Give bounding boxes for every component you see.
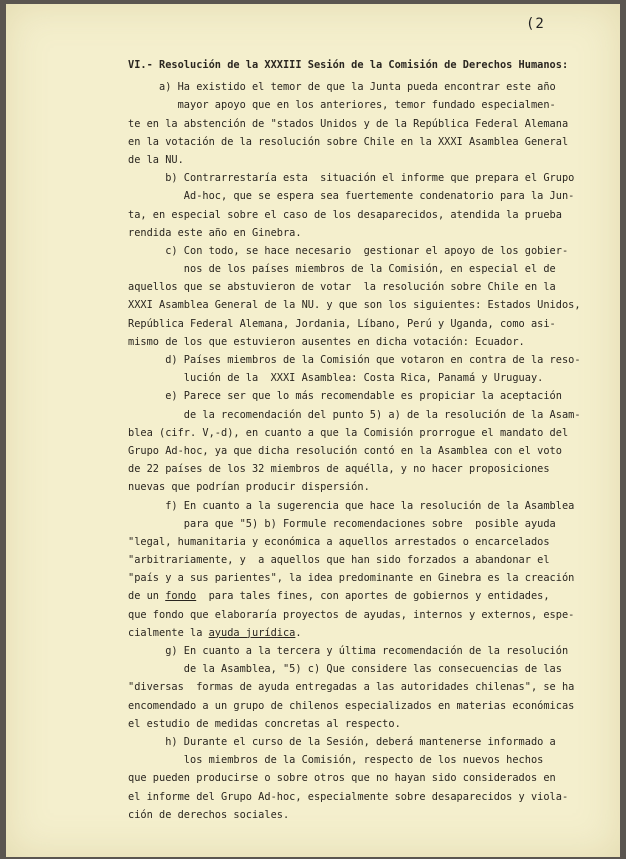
paragraph-g-line: encomendado a un grupo de chilenos especializados en materias económicas (128, 699, 575, 712)
paragraph-c-line: XXXI Asamblea General de la NU. y que son los siguientes: Estados Unidos, (128, 299, 581, 312)
paragraph-e-line: Grupo Ad-hoc, ya que dicha resolución contó en la Asamblea con el voto (128, 444, 562, 457)
paragraph-d (128, 351, 598, 387)
paragraph-f (128, 497, 598, 643)
paragraph-e (128, 387, 598, 496)
paragraph-f-line: de un fondo para tales fines, con aportes de gobiernos y entidades, (128, 590, 550, 603)
paragraph-g (128, 642, 598, 733)
paragraph-g-line: el estudio de medidas concretas al respecto. (128, 717, 401, 730)
paragraph-c-line: aquellos que se abstuvieron de votar la resolución sobre Chile en la (128, 281, 556, 294)
paragraph-h-line: que pueden producirse o sobre otros que no hayan sido considerados en (128, 772, 556, 785)
paragraph-d-line: lución de la XXXI Asamblea: Costa Rica, Panamá y Uruguay. (128, 372, 544, 385)
paragraph-h-line: ción de derechos sociales. (128, 808, 290, 821)
paragraph-a-line: mayor apoyo que en los anteriores, temor fundado especialmen- (128, 99, 556, 112)
paragraph-h-line: el informe del Grupo Ad-hoc, especialmente sobre desaparecidos y viola- (128, 790, 569, 803)
paragraph-f-line: para que "5) b) Formule recomendaciones sobre posible ayuda (128, 517, 556, 530)
paragraph-c-line: c) Con todo, se hace necesario gestionar el apoyo de los gobier- (128, 244, 569, 257)
document-body (128, 56, 598, 824)
paragraph-f-line: "arbitrariamente, y a aquellos que han sido forzados a abandonar el (128, 554, 550, 567)
paragraph-g-line: g) En cuanto a la tercera y última recomendación de la resolución (128, 645, 569, 657)
paragraph-g-line: de la Asamblea, "5) c) Que considere las consecuencias de las (128, 663, 562, 676)
paragraph-e-line: e) Parece ser que lo más recomendable es propiciar la aceptación (128, 390, 562, 403)
paragraph-e-line: de 22 países de los 32 miembros de aquélla, y no hacer proposiciones (128, 463, 550, 476)
paragraph-e-line: de la recomendación del punto 5) a) de la resolución de la Asam- (128, 408, 581, 421)
paragraph-a (128, 78, 598, 169)
paragraph-c-line: nos de los países miembros de la Comisión, en especial el de (128, 263, 556, 276)
paragraph-f-line: que fondo que elaboraría proyectos de ayudas, internos y externos, espe- (128, 608, 575, 621)
paragraph-b-line: b) Contrarrestaría esta situación el informe que prepara el Grupo (128, 172, 575, 185)
paragraph-f-line: "país y a sus parientes", la idea predominante en Ginebra es la creación (128, 572, 575, 585)
paragraph-h-line: h) Durante el curso de la Sesión, deberá mantenerse informado a (128, 735, 556, 748)
paragraph-b-line: Ad-hoc, que se espera sea fuertemente condenatorio para la Jun- (128, 190, 575, 203)
paragraph-f-line: f) En cuanto a la sugerencia que hace la resolución de la Asamblea (128, 499, 575, 512)
paragraph-c-line: mismo de los que estuvieron ausentes en dicha votación: Ecuador. (128, 335, 525, 348)
paragraph-g-line: "diversas formas de ayuda entregadas a las autoridades chilenas", se ha (128, 681, 575, 694)
paragraph-e-line: nuevas que podrían producir dispersión. (128, 481, 370, 494)
paragraph-b (128, 169, 598, 242)
paragraph-a-line: en la votación de la resolución sobre Chile en la XXXI Asamblea General (128, 135, 569, 148)
paragraph-e-line: blea (cifr. V,-d), en cuanto a que la Comisión prorrogue el mandato del (128, 426, 569, 439)
page-number: (2 (526, 16, 545, 32)
paragraph-b-line: rendida este año en Ginebra. (128, 226, 302, 239)
paragraph-h-line: los miembros de la Comisión, respecto de los nuevos hechos (128, 754, 544, 767)
paragraph-h (128, 733, 598, 824)
paragraph-f-line: cialmente la ayuda jurídica. (128, 626, 302, 639)
paragraph-b-line: ta, en especial sobre el caso de los desaparecidos, atendida la prueba (128, 208, 562, 221)
document-page (6, 4, 620, 857)
paragraph-a-line: a) Ha existido el temor de que la Junta pueda encontrar este año (128, 81, 556, 94)
paragraph-d-line: d) Países miembros de la Comisión que votaron en contra de la reso- (128, 354, 581, 366)
paragraph-c-line: República Federal Alemana, Jordania, Líbano, Perú y Uganda, como asi- (128, 317, 556, 330)
paragraph-c (128, 242, 598, 351)
section-heading: VI.- Resolución de la XXXIII Sesión de la Comisión de Derechos Humanos: (128, 59, 569, 71)
paragraph-f-line: "legal, humanitaria y económica a aquellos arrestados o encarcelados (128, 535, 550, 548)
paragraph-a-line: te en la abstención de "stados Unidos y de la República Federal Alemana (128, 117, 569, 130)
paragraph-a-line: de la NU. (128, 153, 184, 166)
